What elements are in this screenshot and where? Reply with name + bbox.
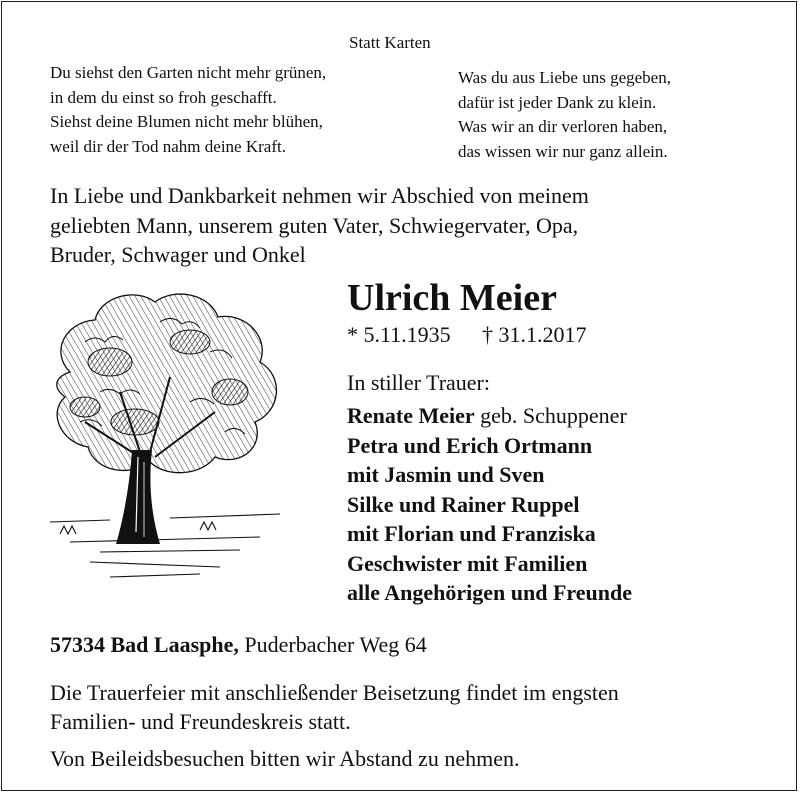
mourners-list (347, 401, 632, 608)
tree-illustration-icon (40, 282, 290, 592)
mourner-line (347, 401, 632, 431)
funeral-notice (50, 678, 619, 736)
address-street: Puderbacher Weg 64 (238, 632, 427, 657)
intro-line: In Liebe und Dankbarkeit nehmen wir Abschied von meinem (50, 183, 589, 208)
mourner-line: Geschwister mit Familien (347, 550, 588, 576)
mourner-line: alle Angehörigen und Freunde (347, 580, 633, 605)
notice-line: Die Trauerfeier mit anschließender Beisetzung findet im engsten (50, 680, 619, 705)
poem-right-line: Was du aus Liebe uns gegeben, (458, 68, 671, 87)
poem-left-line: Du siehst den Garten nicht mehr grünen, (50, 63, 327, 82)
poem-left-line: Siehst deine Blumen nicht mehr blühen, (50, 112, 323, 131)
mourner-line: mit Florian und Franziska (347, 521, 596, 546)
deceased-name: Ulrich Meier (347, 277, 557, 319)
mourner-primary-maiden: geb. Schuppener (474, 403, 627, 428)
poem-right-line: Was wir an dir verloren haben, (458, 117, 668, 136)
closing-note: Von Beileidsbesuchen bitten wir Abstand zu nehmen. (50, 746, 520, 771)
notice-line: Familien- und Freundeskreis statt. (50, 709, 351, 734)
mourner-line: mit Jasmin und Sven (347, 462, 545, 487)
mourners-heading: In stiller Trauer: (347, 370, 490, 395)
intro-line: Bruder, Schwager und Onkel (50, 242, 306, 267)
header-label: Statt Karten (349, 33, 431, 52)
birth-date: * 5.11.1935 (347, 322, 451, 347)
address (50, 630, 427, 659)
poem-left (50, 61, 326, 159)
poem-left-line: weil dir der Tod nahm deine Kraft. (50, 136, 286, 156)
mourner-primary-name: Renate Meier (347, 403, 475, 428)
address-city: 57334 Bad Laasphe, (50, 632, 239, 657)
poem-right-line: das wissen wir nur ganz allein. (458, 141, 668, 161)
poem-right (458, 66, 671, 164)
mourner-line: Petra und Erich Ortmann (347, 432, 593, 458)
intro-line: geliebten Mann, unserem guten Vater, Schwiegervater, Opa, (50, 212, 579, 238)
poem-left-line: in dem du einst so froh geschafft. (50, 87, 277, 107)
intro-text (50, 181, 589, 270)
death-date: † 31.1.2017 (482, 322, 587, 347)
poem-right-line: dafür ist jeder Dank zu klein. (458, 92, 657, 112)
mourner-line: Silke und Rainer Ruppel (347, 491, 580, 517)
